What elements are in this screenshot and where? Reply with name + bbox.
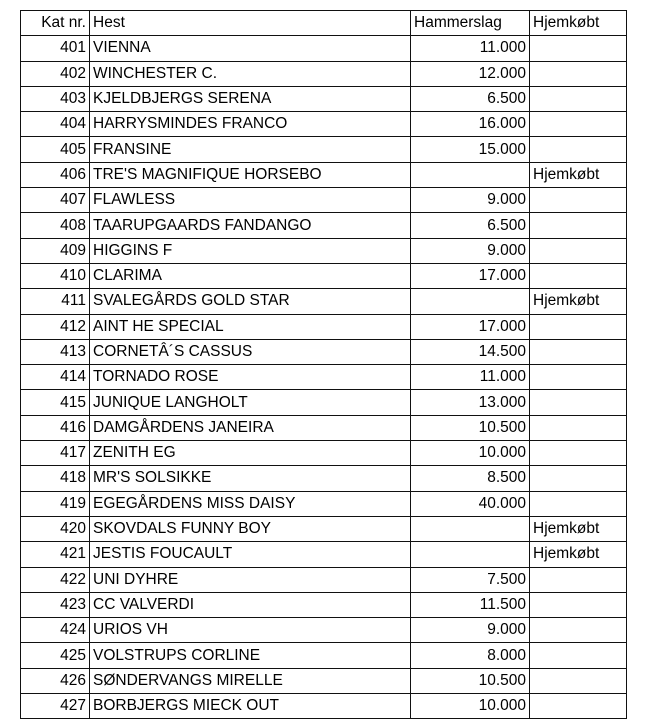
cell-kat-nr: 426 (21, 668, 90, 693)
cell-hest: TAARUPGAARDS FANDANGO (90, 213, 411, 238)
cell-kat-nr: 417 (21, 441, 90, 466)
header-hammerslag: Hammerslag (411, 11, 530, 36)
cell-hjemkobt (530, 415, 627, 440)
table-row (21, 61, 627, 86)
cell-hammerslag: 9.000 (411, 618, 530, 643)
cell-hest: UNI DYHRE (90, 567, 411, 592)
cell-kat-nr: 422 (21, 567, 90, 592)
header-hest: Hest (90, 11, 411, 36)
table-row (21, 668, 627, 693)
cell-kat-nr: 408 (21, 213, 90, 238)
table-row (21, 491, 627, 516)
cell-hjemkobt (530, 365, 627, 390)
cell-hjemkobt (530, 390, 627, 415)
cell-hjemkobt: Hjemkøbt (530, 289, 627, 314)
table-row (21, 213, 627, 238)
cell-hjemkobt: Hjemkøbt (530, 162, 627, 187)
cell-kat-nr: 409 (21, 238, 90, 263)
cell-hjemkobt (530, 61, 627, 86)
cell-kat-nr: 405 (21, 137, 90, 162)
cell-hjemkobt (530, 36, 627, 61)
cell-hest: ZENITH EG (90, 441, 411, 466)
table-row (21, 263, 627, 288)
cell-hest: CC VALVERDI (90, 592, 411, 617)
cell-hest: TORNADO ROSE (90, 365, 411, 390)
cell-kat-nr: 406 (21, 162, 90, 187)
header-row (21, 11, 627, 36)
cell-hest: VIENNA (90, 36, 411, 61)
cell-kat-nr: 407 (21, 188, 90, 213)
cell-hest: SØNDERVANGS MIRELLE (90, 668, 411, 693)
cell-hest: AINT HE SPECIAL (90, 314, 411, 339)
cell-kat-nr: 415 (21, 390, 90, 415)
cell-hammerslag: 6.500 (411, 86, 530, 111)
cell-hammerslag: 16.000 (411, 112, 530, 137)
cell-kat-nr: 414 (21, 365, 90, 390)
cell-kat-nr: 404 (21, 112, 90, 137)
cell-hest: FLAWLESS (90, 188, 411, 213)
cell-hammerslag: 17.000 (411, 263, 530, 288)
cell-hest: SKOVDALS FUNNY BOY (90, 516, 411, 541)
cell-hammerslag: 13.000 (411, 390, 530, 415)
cell-hammerslag: 6.500 (411, 213, 530, 238)
table-row (21, 36, 627, 61)
cell-hammerslag (411, 542, 530, 567)
cell-hjemkobt (530, 263, 627, 288)
cell-kat-nr: 427 (21, 694, 90, 719)
cell-hammerslag (411, 516, 530, 541)
cell-hammerslag: 9.000 (411, 188, 530, 213)
cell-kat-nr: 411 (21, 289, 90, 314)
cell-kat-nr: 402 (21, 61, 90, 86)
cell-hammerslag (411, 162, 530, 187)
cell-hest: VOLSTRUPS CORLINE (90, 643, 411, 668)
cell-hest: JUNIQUE LANGHOLT (90, 390, 411, 415)
cell-kat-nr: 416 (21, 415, 90, 440)
cell-hjemkobt: Hjemkøbt (530, 542, 627, 567)
cell-hammerslag: 9.000 (411, 238, 530, 263)
cell-hjemkobt (530, 567, 627, 592)
table-row (21, 339, 627, 364)
cell-hjemkobt (530, 238, 627, 263)
header-hjemkobt: Hjemkøbt (530, 11, 627, 36)
cell-hjemkobt (530, 188, 627, 213)
cell-hest: FRANSINE (90, 137, 411, 162)
cell-hammerslag: 12.000 (411, 61, 530, 86)
cell-hammerslag: 10.000 (411, 694, 530, 719)
table-row (21, 643, 627, 668)
cell-kat-nr: 423 (21, 592, 90, 617)
cell-hjemkobt (530, 213, 627, 238)
cell-hjemkobt (530, 618, 627, 643)
cell-hjemkobt: Hjemkøbt (530, 516, 627, 541)
cell-hjemkobt (530, 441, 627, 466)
cell-hammerslag: 7.500 (411, 567, 530, 592)
cell-hammerslag: 10.500 (411, 668, 530, 693)
cell-hest: DAMGÅRDENS JANEIRA (90, 415, 411, 440)
cell-hammerslag: 11.000 (411, 365, 530, 390)
cell-hjemkobt (530, 694, 627, 719)
cell-hest: URIOS VH (90, 618, 411, 643)
table-row (21, 86, 627, 111)
cell-hest: BORBJERGS MIECK OUT (90, 694, 411, 719)
cell-hest: JESTIS FOUCAULT (90, 542, 411, 567)
cell-hjemkobt (530, 592, 627, 617)
table-row (21, 188, 627, 213)
table-row (21, 592, 627, 617)
cell-kat-nr: 410 (21, 263, 90, 288)
cell-hest: HARRYSMINDES FRANCO (90, 112, 411, 137)
cell-hest: MR'S SOLSIKKE (90, 466, 411, 491)
cell-hest: SVALEGÅRDS GOLD STAR (90, 289, 411, 314)
cell-hammerslag: 40.000 (411, 491, 530, 516)
cell-hjemkobt (530, 466, 627, 491)
cell-hjemkobt (530, 86, 627, 111)
header-kat-nr: Kat nr. (21, 11, 90, 36)
table-row (21, 390, 627, 415)
table-row (21, 365, 627, 390)
table-row (21, 542, 627, 567)
cell-hjemkobt (530, 491, 627, 516)
table-row (21, 567, 627, 592)
cell-kat-nr: 401 (21, 36, 90, 61)
cell-kat-nr: 424 (21, 618, 90, 643)
table-row (21, 441, 627, 466)
table-row (21, 415, 627, 440)
table-row (21, 238, 627, 263)
cell-kat-nr: 419 (21, 491, 90, 516)
cell-hest: TRE'S MAGNIFIQUE HORSEBO (90, 162, 411, 187)
table-row (21, 516, 627, 541)
table-row (21, 618, 627, 643)
cell-kat-nr: 420 (21, 516, 90, 541)
cell-hammerslag: 11.000 (411, 36, 530, 61)
cell-hammerslag: 8.500 (411, 466, 530, 491)
cell-kat-nr: 403 (21, 86, 90, 111)
cell-hjemkobt (530, 339, 627, 364)
cell-hammerslag: 17.000 (411, 314, 530, 339)
cell-hammerslag: 10.500 (411, 415, 530, 440)
cell-hammerslag: 11.500 (411, 592, 530, 617)
cell-hest: KJELDBJERGS SERENA (90, 86, 411, 111)
cell-hammerslag: 10.000 (411, 441, 530, 466)
table-row (21, 137, 627, 162)
cell-kat-nr: 413 (21, 339, 90, 364)
table-row (21, 694, 627, 719)
cell-hammerslag: 14.500 (411, 339, 530, 364)
cell-hest: HIGGINS F (90, 238, 411, 263)
cell-hammerslag: 15.000 (411, 137, 530, 162)
cell-kat-nr: 418 (21, 466, 90, 491)
auction-results-table (20, 10, 627, 719)
cell-hjemkobt (530, 643, 627, 668)
cell-hest: CORNETÂ´S CASSUS (90, 339, 411, 364)
cell-hjemkobt (530, 314, 627, 339)
cell-hammerslag: 8.000 (411, 643, 530, 668)
cell-hammerslag (411, 289, 530, 314)
cell-hjemkobt (530, 137, 627, 162)
cell-kat-nr: 425 (21, 643, 90, 668)
table-row (21, 289, 627, 314)
table-row (21, 466, 627, 491)
cell-hest: CLARIMA (90, 263, 411, 288)
cell-hjemkobt (530, 668, 627, 693)
cell-hest: WINCHESTER C. (90, 61, 411, 86)
cell-hest: EGEGÅRDENS MISS DAISY (90, 491, 411, 516)
cell-hjemkobt (530, 112, 627, 137)
cell-kat-nr: 412 (21, 314, 90, 339)
table-row (21, 112, 627, 137)
table-row (21, 162, 627, 187)
cell-kat-nr: 421 (21, 542, 90, 567)
table-row (21, 314, 627, 339)
